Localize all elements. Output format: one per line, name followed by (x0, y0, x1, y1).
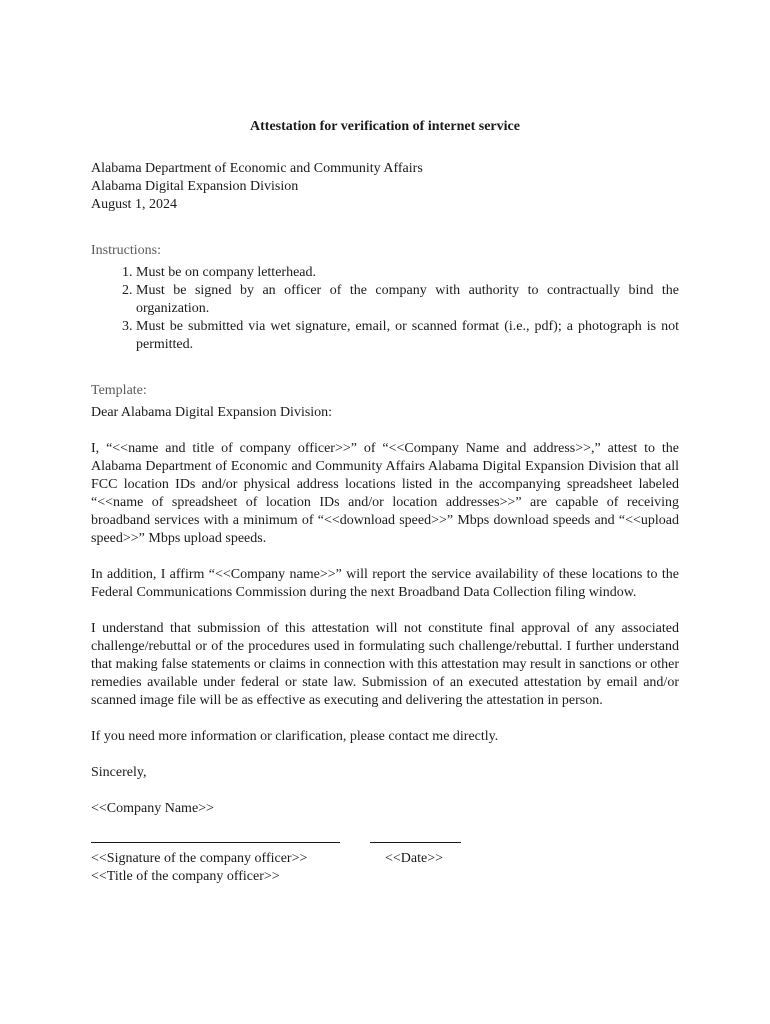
affirmation-paragraph: In addition, I affirm “<<Company name>>” will report the service availability of these locations to the Federal Communications Commission during the next Broadband Data Collection filing window. (91, 567, 679, 600)
instruction-item: 1. Must be on company letterhead. (136, 264, 679, 282)
understanding-paragraph: I understand that submission of this attestation will not constitute final approval of any associated challenge/rebuttal or of the procedures used in formulating such challenge/rebuttal. I further understand that making false statements or claims in connection with this attestation may result in sanctions or other remedies available under federal or state law. Submission of an executed attestation by email and/or scanned image file will be as effective as executing and delivering the attestation in person. (91, 621, 679, 708)
address-line-division: Alabama Digital Expansion Division (91, 179, 299, 194)
instructions-list (91, 264, 679, 354)
salutation: Dear Alabama Digital Expansion Division: (91, 405, 333, 420)
instruction-item: 2. Must be signed by an officer of the company with authority to contractually bind the organization. (136, 282, 679, 318)
company-name-placeholder: <<Company Name>> (91, 801, 214, 816)
officer-title-label: <<Title of the company officer>> (91, 869, 280, 884)
date-label: <<Date>> (385, 851, 444, 866)
signature-label: <<Signature of the company officer>> (91, 851, 308, 866)
closing: Sincerely, (91, 765, 147, 780)
document-title: Attestation for verification of internet service (250, 119, 520, 134)
signature-line (91, 842, 340, 843)
document-date: August 1, 2024 (91, 197, 177, 212)
address-block (91, 160, 679, 214)
attestation-paragraph: I, “<<name and title of company officer>>” of “<<Company Name and address>>,” attest to the Alabama Department of Economic and Community Affairs Alabama Digital Expansion Division that all FCC location IDs and/or physical address locations listed in the accompanying spreadsheet labeled “<<name of spreadsheet of location IDs and/or location addresses>>” are capable of receiving broadband services with a minimum of “<<download speed>>” Mbps download speeds and “<<upload speed>>” Mbps upload speeds. (91, 441, 679, 546)
instruction-item: 3. Must be submitted via wet signature, email, or scanned format (i.e., pdf); a photograph is not permitted. (136, 318, 679, 354)
date-line (370, 842, 461, 843)
signature-block (91, 842, 679, 902)
contact-paragraph: If you need more information or clarification, please contact me directly. (91, 729, 499, 744)
address-line-agency: Alabama Department of Economic and Community Affairs (91, 161, 423, 176)
attestation-document (91, 118, 679, 902)
instructions-label: Instructions: (91, 243, 161, 258)
template-label: Template: (91, 383, 147, 398)
